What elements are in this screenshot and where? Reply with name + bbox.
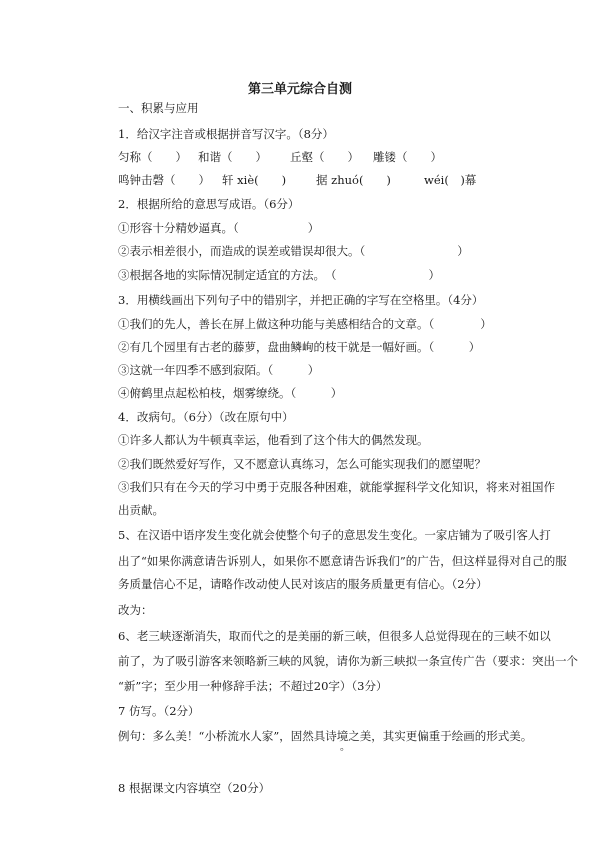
q7-answer-mark: 。 bbox=[340, 742, 350, 753]
q1-item: 匀称（ ） bbox=[118, 150, 187, 164]
q1-item: 据 zhuó( ) bbox=[316, 173, 391, 187]
q1-item: 轩 xiè( ) bbox=[222, 173, 287, 187]
section-heading: 一、积累与应用 bbox=[118, 101, 199, 115]
q7-example: 例句：多么美！“小桥流水人家”，固然具诗境之美，其实更偏重于绘画的形式美。 bbox=[118, 729, 533, 743]
q6-text: “新”字；至少用一种修辞手法；不超过20字）（3分） bbox=[118, 679, 388, 693]
q3-item: ②有几个园里有古老的藤萝，盘曲鳞峋的枝干就是一幅好画。（ ） bbox=[118, 340, 481, 354]
q1-item: 鸣钟击磬（ ） bbox=[118, 173, 210, 187]
q4-item: ①许多人都认为牛顿真幸运，他看到了这个伟大的偶然发现。 bbox=[118, 433, 429, 447]
q1-item: 丘壑（ ） bbox=[290, 150, 359, 164]
q6-text: 6、老三峡逐渐消失，取而代之的是美丽的新三峡，但很多人总觉得现在的三峡不如以 bbox=[118, 629, 551, 643]
q4-item: ③我们只有在今天的学习中勇于克服各种困难，就能掌握科学文化知识，将来对祖国作 bbox=[118, 480, 555, 494]
q7-heading: 7 仿写。（2分） bbox=[118, 704, 200, 718]
q2-item: ③根据各地的实际情况制定适宜的方法。 （ ） bbox=[118, 268, 440, 282]
q1-item: 和谐（ ） bbox=[198, 150, 267, 164]
q3-item: ①我们的先人，善长在屏上做这种功能与美感相结合的文章。（ ） bbox=[118, 317, 492, 331]
q4-item: 出贡献。 bbox=[118, 503, 164, 517]
q1-item: wéi( )幕 bbox=[424, 173, 477, 187]
q1-item: 雕镂（ ） bbox=[373, 150, 442, 164]
q3-item: ④俯鹤里点起松柏枝，烟雾缭绕。（ ） bbox=[118, 386, 343, 400]
q4-item: ②我们既然爱好写作，又不愿意认真练习，怎么可能实现我们的愿望呢？ bbox=[118, 457, 486, 471]
q5-answer-label: 改为： bbox=[118, 603, 153, 617]
q1-heading: 1．给汉字注音或根据拼音写汉字。（8分） bbox=[118, 127, 334, 141]
q2-heading: 2．根据所给的意思写成语。（6分） bbox=[118, 197, 300, 211]
q3-item: ③这就一年四季不感到寂陌。（ ） bbox=[118, 363, 320, 377]
q6-text: 前了，为了吸引游客来领略新三峡的风貌，请你为新三峡拟一条宣传广告（要求：突出一个 bbox=[118, 654, 578, 668]
q2-item: ②表示相差很小，而造成的误差或错误却很大。（ ） bbox=[118, 244, 469, 258]
q3-heading: 3．用横线画出下列句子中的错别字，并把正确的字写在空格里。（4分） bbox=[118, 293, 484, 307]
q5-text: 5、在汉语中语序发生变化就会使整个句子的意思发生变化。一家店铺为了吸引客人打 bbox=[118, 528, 551, 542]
q2-item: ①形容十分精妙逼真。（ ） bbox=[118, 221, 320, 235]
page-title: 第三单元综合自测 bbox=[247, 82, 352, 97]
q8-heading: 8 根据课文内容填空（20分） bbox=[118, 781, 271, 795]
q5-text: 务质量信心不足，请略作改动使人民对该店的服务质量更有信心。（2分） bbox=[118, 577, 488, 591]
q4-heading: 4．改病句。（6分）（改在原句中） bbox=[118, 410, 294, 424]
q5-text: 出了“如果你满意请告诉别人，如果你不愿意请告诉我们”的广告，但这样显得对自己的服 bbox=[118, 554, 567, 568]
